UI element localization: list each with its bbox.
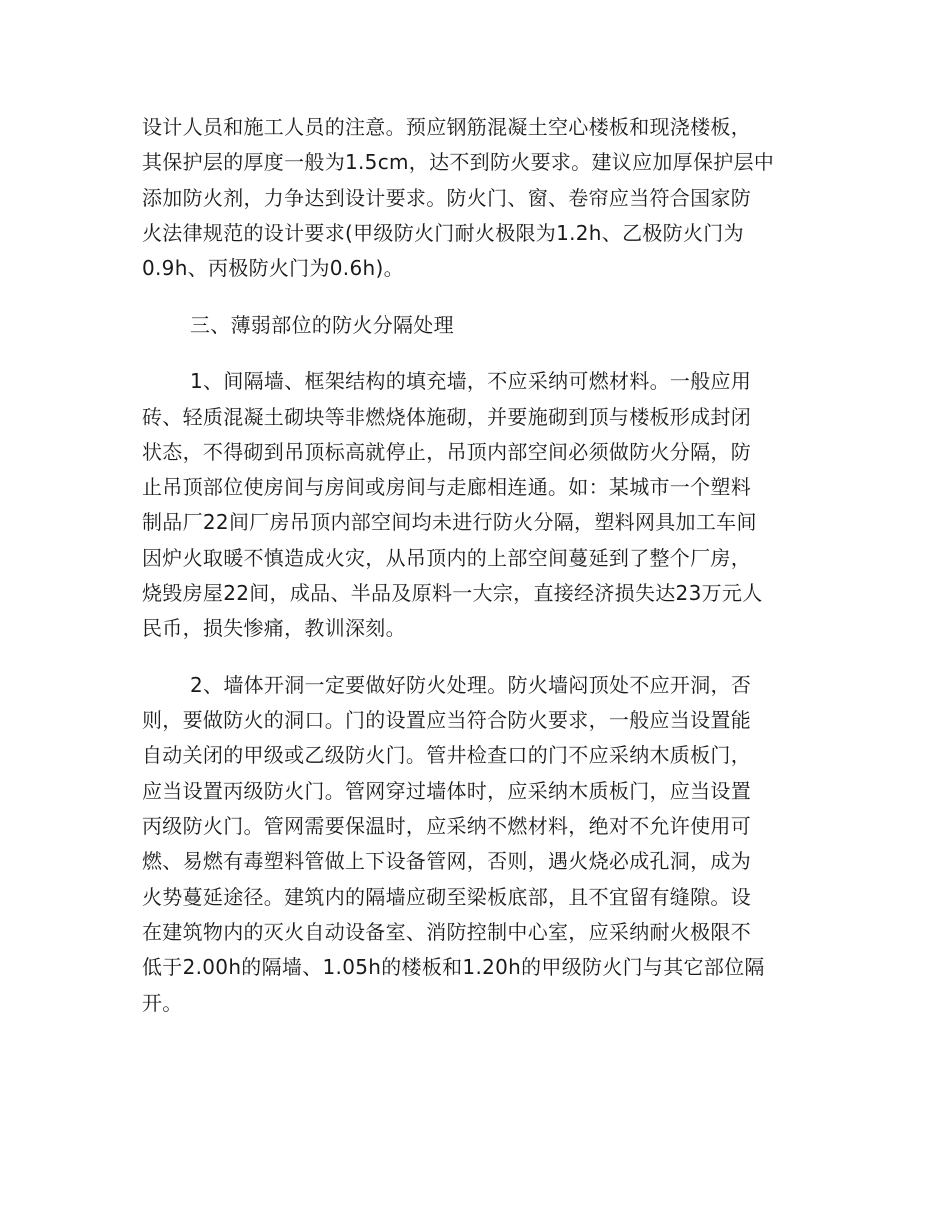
paragraph-line: 低于2.00h的隔墙、1.05h的楼板和1.20h的甲级防火门与其它部位隔 <box>142 955 765 979</box>
paragraph-line: 烧毁房屋22间，成品、半品及原料一大宗，直接经济损失达23万元人 <box>142 581 763 605</box>
paragraph-line: 止吊顶部位使房间与房间或房间与走廊相连通。如：某城市一个塑料 <box>142 475 751 499</box>
paragraph-line: 燃、易燃有毒塑料管做上下设备管网，否则，遇火烧必成孔洞，成为 <box>142 849 751 873</box>
paragraph-line: 火势蔓延途径。建筑内的隔墙应砌至梁板底部，且不宜留有缝隙。设 <box>142 885 751 909</box>
paragraph-line: 丙级防火门。管网需要保温时，应采纳不燃材料，绝对不允许使用可 <box>142 814 751 838</box>
paragraph-line: 因炉火取暖不慎造成火灾，从吊顶内的上部空间蔓延到了整个厂房， <box>142 546 751 570</box>
paragraph-line: 制品厂22间厂房吊顶内部空间均未进行防火分隔，塑料网具加工车间 <box>142 510 757 534</box>
paragraph-line: 添加防火剂，力争达到设计要求。防火门、窗、卷帘应当符合国家防 <box>142 186 751 210</box>
paragraph-line: 民币，损失惨痛，教训深刻。 <box>142 616 406 640</box>
paragraph-line: 0.9h、丙极防火门为0.6h)。 <box>142 256 404 280</box>
paragraph-line: 自动关闭的甲级或乙级防火门。管井检查口的门不应采纳木质板门， <box>142 743 751 767</box>
paragraph-line: 在建筑物内的灭火自动设备室、消防控制中心室，应采纳耐火极限不 <box>142 920 751 944</box>
paragraph-line: 则，要做防火的洞口。门的设置应当符合防火要求，一般应当设置能 <box>142 708 751 732</box>
paragraph-line: 火法律规范的设计要求(甲级防火门耐火极限为1.2h、乙极防火门为 <box>142 221 744 245</box>
paragraph-line: 1、间隔墙、框架结构的填充墙，不应采纳可燃材料。一般应用 <box>190 369 752 393</box>
paragraph-line: 状态，不得砌到吊顶标高就停止，吊顶内部空间必须做防火分隔，防 <box>142 440 751 464</box>
paragraph-line: 开。 <box>142 991 183 1015</box>
paragraph-line: 设计人员和施工人员的注意。预应钢筋混凝土空心楼板和现浇楼板， <box>142 115 751 139</box>
paragraph-line: 砖、轻质混凝土砌块等非燃烧体施砌，并要施砌到顶与楼板形成封闭 <box>142 405 751 429</box>
section-heading: 三、薄弱部位的防火分隔处理 <box>190 313 454 337</box>
paragraph-line: 应当设置丙级防火门。管网穿过墙体时，应采纳木质板门，应当设置 <box>142 779 751 803</box>
paragraph-line: 2、墙体开洞一定要做好防火处理。防火墙闷顶处不应开洞，否 <box>190 673 752 697</box>
paragraph-line: 其保护层的厚度一般为1.5cm，达不到防火要求。建议应加厚保护层中 <box>142 150 775 174</box>
